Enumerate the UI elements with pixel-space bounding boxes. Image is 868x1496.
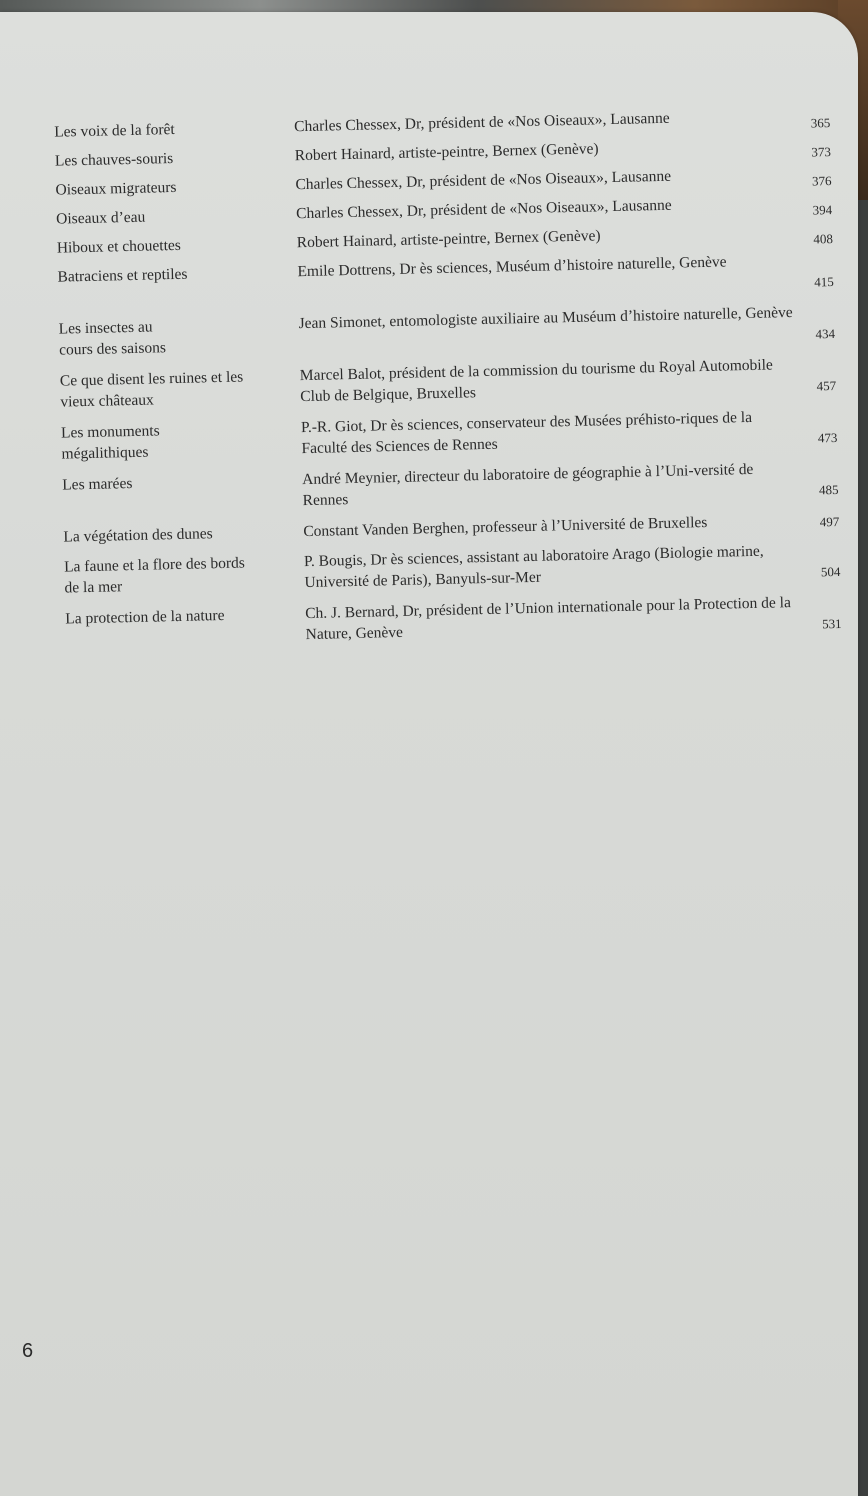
entry-title: Ce que disent les ruines et les vieux châteaux — [59, 368, 244, 411]
entry-author: Robert Hainard, artiste-peintre, Bernex (Genève) — [294, 140, 599, 165]
entry-title: La faune et la flore des bords de la mer — [63, 554, 246, 597]
entry-author: P. Bougis, Dr ès sciences, assistant au laboratoire Arago (Biologie marine, Université de Paris), Banyuls-sur-Mer — [303, 542, 764, 592]
entry-author: Emile Dottrens, Dr ès sciences, Muséum d’histoire naturelle, Genève — [297, 253, 727, 281]
entry-page: 485 — [818, 481, 839, 498]
entry-page: 415 — [814, 274, 834, 290]
entry-title: Oiseaux d’eau — [56, 208, 146, 228]
entry-page: 394 — [812, 202, 833, 218]
entry-author: Constant Vanden Berghen, professeur à l’Université de Bruxelles — [303, 513, 708, 541]
entry-page: 457 — [816, 378, 837, 394]
entry-author: Charles Chessex, Dr, président de «Nos Oiseaux», Lausanne — [295, 196, 672, 223]
entry-page: 373 — [811, 144, 832, 160]
entry-author: Robert Hainard, artiste-peintre, Bernex (Genève) — [296, 227, 601, 252]
entry-page: 473 — [817, 429, 838, 446]
entry-page: 365 — [810, 115, 831, 131]
entry-page: 376 — [811, 173, 832, 189]
page-number: 6 — [22, 1340, 34, 1362]
entry-title: Les chauves-souris — [54, 149, 174, 170]
entry-title: Hiboux et chouettes — [56, 236, 182, 257]
entry-title: Oiseaux migrateurs — [55, 178, 177, 199]
entry-author: P.-R. Giot, Dr ès sciences, conservateur des Musées préhisto-riques de la Faculté des Sciences de Rennes — [300, 408, 753, 458]
entry-title: Les monuments mégalithiques — [60, 422, 160, 463]
entry-page: 434 — [815, 326, 836, 342]
entry-page: 408 — [813, 231, 834, 247]
entry-author: Jean Simonet, entomologiste auxiliaire au Muséum d’histoire naturelle, Genève — [298, 303, 793, 333]
book-page — [0, 12, 858, 1496]
entry-title: La protection de la nature — [65, 606, 225, 628]
entry-author: Charles Chessex, Dr, président de «Nos Oiseaux», Lausanne — [293, 109, 670, 136]
entry-page: 497 — [819, 513, 840, 530]
entry-title: Batraciens et reptiles — [57, 265, 188, 286]
entry-page: 531 — [821, 615, 842, 632]
entry-author: Charles Chessex, Dr, président de «Nos Oiseaux», Lausanne — [295, 167, 672, 194]
entry-author: Ch. J. Bernard, Dr, président de l’Union internationale pour la Protection de la Nature, Genève — [305, 594, 792, 644]
entry-author: Marcel Balot, président de la commission du tourisme du Royal Automobile Club de Belgique, Bruxelles — [299, 356, 774, 406]
entry-title: Les voix de la forêt — [54, 120, 175, 141]
table-of-contents — [40, 103, 868, 660]
entry-title: Les insectes au cours des saisons — [58, 318, 167, 359]
entry-page: 504 — [820, 563, 841, 580]
entry-author: André Meynier, directeur du laboratoire de géographie à l’Uni-versité de Rennes — [301, 460, 754, 510]
entry-title: La végétation des dunes — [63, 525, 213, 546]
entry-title: Les marées — [62, 474, 133, 494]
